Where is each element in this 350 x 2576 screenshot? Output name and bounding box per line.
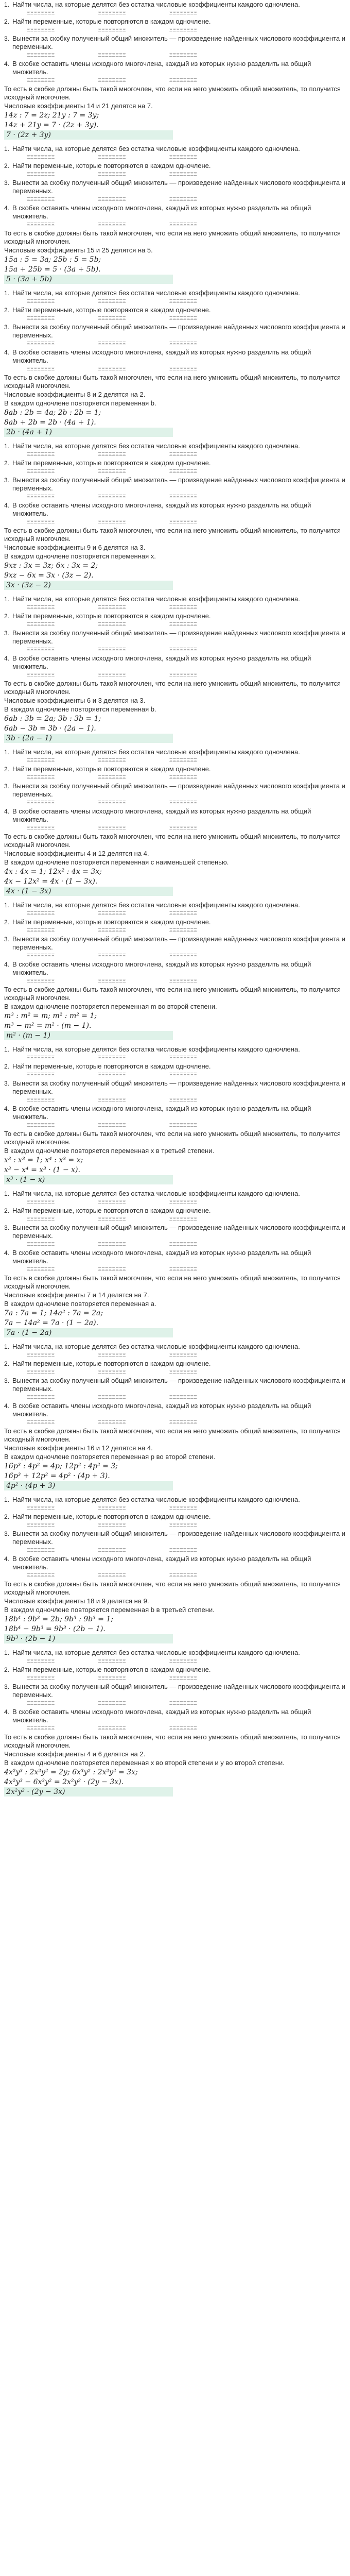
watermark-row: ΞΞΞΞΞΞΞΞ ΞΞΞΞΞΞΞΞ ΞΞΞΞΞΞΞΞ: [27, 1726, 198, 1732]
explanation-text: Числовые коэффициенты 9 и 6 делятся на 3.: [4, 544, 146, 551]
solution-block-9: [0, 1190, 350, 1342]
watermark-row: ΞΞΞΞΞΞΞΞ ΞΞΞΞΞΞΞΞ ΞΞΞΞΞΞΞΞ: [27, 1395, 198, 1400]
explanation-text: Числовые коэффициенты 6 и 3 делятся на 3.: [4, 697, 146, 704]
step-1: 1. Найти числа, на которые делятся без остатка числовые коэффициенты каждого одночлена.: [4, 1190, 347, 1198]
step-3: 3. Вынести за скобку полученный общий множитель — произведение найденных числового коэффициента и переменных.: [4, 782, 347, 799]
step-2: 2. Найти переменные, которые повторяются в каждом одночлене.: [4, 1666, 347, 1674]
explanation-text: То есть в скобке должны быть такой многочлен, что если на него умножить общий множитель, то получится исходный многочлен.: [4, 85, 341, 101]
watermark-row: ΞΞΞΞΞΞΞΞ ΞΞΞΞΞΞΞΞ ΞΞΞΞΞΞΞΞ: [27, 1701, 198, 1706]
explanation-text: То есть в скобке должны быть такой многочлен, что если на него умножить общий множитель, то получится исходный многочлен.: [4, 229, 341, 245]
step-2: 2. Найти переменные, которые повторяются в каждом одночлене.: [4, 306, 347, 314]
solution-block-8: [0, 1045, 350, 1189]
watermark-row: ΞΞΞΞΞΞΞΞ ΞΞΞΞΞΞΞΞ ΞΞΞΞΞΞΞΞ: [27, 366, 198, 372]
step-text: Вынести за скобку полученный общий множитель — произведение найденных числового коэффициента и переменных.: [12, 629, 345, 645]
watermark-row: ΞΞΞΞΞΞΞΞ ΞΞΞΞΞΞΞΞ ΞΞΞΞΞΞΞΞ: [27, 825, 198, 831]
explanation-text: В каждом одночлене повторяется переменная b.: [4, 399, 156, 407]
step-text: Найти числа, на которые делятся без остатка числовые коэффициенты каждого одночлена.: [12, 1343, 300, 1350]
step-text: Найти переменные, которые повторяются в каждом одночлене.: [12, 1513, 211, 1520]
solution-block-10: [0, 1343, 350, 1495]
watermark-row: ΞΞΞΞΞΞΞΞ ΞΞΞΞΞΞΞΞ ΞΞΞΞΞΞΞΞ: [27, 316, 198, 321]
watermark-row: ΞΞΞΞΞΞΞΞ ΞΞΞΞΞΞΞΞ ΞΞΞΞΞΞΞΞ: [27, 647, 198, 653]
step-4: 4. В скобке оставить члены исходного многочлена, каждый из которых нужно разделить на общий множитель.: [4, 60, 347, 76]
solution-block-12: [0, 1649, 350, 1801]
math-expression: 7a − 14a² = 7a · (1 − 2a).: [4, 1319, 99, 1327]
watermark-row: ΞΞΞΞΞΞΞΞ ΞΞΞΞΞΞΞΞ ΞΞΞΞΞΞΞΞ: [27, 1267, 198, 1273]
watermark-row: ΞΞΞΞΞΞΞΞ ΞΞΞΞΞΞΞΞ ΞΞΞΞΞΞΞΞ: [27, 622, 198, 628]
step-2: 2. Найти переменные, которые повторяются в каждом одночлене.: [4, 1062, 347, 1071]
step-text: В скобке оставить члены исходного многочлена, каждый из которых нужно разделить на общий множитель.: [12, 204, 311, 220]
watermark-row: ΞΞΞΞΞΞΞΞ ΞΞΞΞΞΞΞΞ ΞΞΞΞΞΞΞΞ: [27, 53, 198, 58]
math-expression: 4x²y³ : 2x²y² = 2y; 6x³y² : 2x²y² = 3x;: [4, 1768, 138, 1776]
step-3: 3. Вынести за скобку полученный общий множитель — произведение найденных числового коэффициента и переменных.: [4, 35, 347, 51]
step-1: 1. Найти числа, на которые делятся без остатка числовые коэффициенты каждого одночлена.: [4, 1496, 347, 1504]
step-3: 3. Вынести за скобку полученный общий множитель — произведение найденных числового коэффициента и переменных.: [4, 179, 347, 195]
step-text: Найти числа, на которые делятся без остатка числовые коэффициенты каждого одночлена.: [12, 442, 300, 450]
math-expression: 8ab : 2b = 4a; 2b : 2b = 1;: [4, 409, 101, 417]
step-2: 2. Найти переменные, которые повторяются в каждом одночлене.: [4, 765, 347, 773]
step-text: Вынести за скобку полученный общий множитель — произведение найденных числового коэффициента и переменных.: [12, 179, 345, 195]
explanation-text: В каждом одночлене повторяется переменная x.: [4, 552, 156, 560]
math-expression: 8ab + 2b = 2b · (4a + 1).: [4, 418, 96, 427]
solution-block-11: [0, 1496, 350, 1648]
answer-highlight: m² · (m − 1): [4, 1031, 173, 1040]
explanation-text: То есть в скобке должны быть такой многочлен, что если на него умножить общий множитель, то получится исходный многочлен.: [4, 1580, 341, 1596]
step-4: 4. В скобке оставить члены исходного многочлена, каждый из которых нужно разделить на общий множитель.: [4, 1105, 347, 1121]
explanation-text: В каждом одночлене повторяется переменная a.: [4, 1300, 156, 1308]
math-expression: 7a : 7a = 1; 14a² : 7a = 2a;: [4, 1309, 103, 1317]
solution-block-7: [0, 901, 350, 1045]
explanation-text: Числовые коэффициенты 16 и 12 делятся на 4.: [4, 1444, 153, 1452]
explanation-text: То есть в скобке должны быть такой многочлен, что если на него умножить общий множитель, то получится исходный многочлен.: [4, 374, 341, 389]
step-1: 1. Найти числа, на которые делятся без остатка числовые коэффициенты каждого одночлена.: [4, 1343, 347, 1351]
step-4: 4. В скобке оставить члены исходного многочлена, каждый из которых нужно разделить на общий множитель.: [4, 960, 347, 977]
step-text: Найти числа, на которые делятся без остатка числовые коэффициенты каждого одночлена.: [12, 1649, 300, 1656]
watermark-row: ΞΞΞΞΞΞΞΞ ΞΞΞΞΞΞΞΞ ΞΞΞΞΞΞΞΞ: [27, 1573, 198, 1579]
watermark-row: ΞΞΞΞΞΞΞΞ ΞΞΞΞΞΞΞΞ ΞΞΞΞΞΞΞΞ: [27, 452, 198, 457]
math-expression: 16p³ : 4p² = 4p; 12p² : 4p² = 3;: [4, 1462, 118, 1470]
math-expression: m³ : m² = m; m² : m² = 1;: [4, 1012, 97, 1020]
answer-highlight: 4x · (1 − 3x): [4, 887, 173, 896]
watermark-row: ΞΞΞΞΞΞΞΞ ΞΞΞΞΞΞΞΞ ΞΞΞΞΞΞΞΞ: [27, 1055, 198, 1061]
step-4: 4. В скобке оставить члены исходного многочлена, каждый из которых нужно разделить на общий множитель.: [4, 501, 347, 518]
step-text: Вынести за скобку полученный общий множитель — произведение найденных числового коэффициента и переменных.: [12, 782, 345, 798]
answer-highlight: 7 · (2z + 3y): [4, 130, 173, 140]
explanation-text: То есть в скобке должны быть такой многочлен, что если на него умножить общий множитель, то получится исходный многочлен.: [4, 1427, 341, 1443]
step-text: Найти переменные, которые повторяются в каждом одночлене.: [12, 1207, 211, 1214]
step-2: 2. Найти переменные, которые повторяются в каждом одночлене.: [4, 918, 347, 926]
step-text: Вынести за скобку полученный общий множитель — произведение найденных числового коэффициента и переменных.: [12, 323, 345, 339]
step-text: Вынести за скобку полученный общий множитель — произведение найденных числового коэффициента и переменных.: [12, 1683, 345, 1699]
math-expression: 4x − 12x² = 4x · (1 − 3x).: [4, 877, 98, 886]
explanation-text: То есть в скобке должны быть такой многочлен, что если на него умножить общий множитель, то получится исходный многочлен.: [4, 527, 341, 543]
watermark-row: ΞΞΞΞΞΞΞΞ ΞΞΞΞΞΞΞΞ ΞΞΞΞΞΞΞΞ: [27, 27, 198, 33]
step-text: Найти числа, на которые делятся без остатка числовые коэффициенты каждого одночлена.: [12, 1045, 300, 1053]
step-text: Вынести за скобку полученный общий множитель — произведение найденных числового коэффициента и переменных.: [12, 35, 345, 50]
step-text: Найти переменные, которые повторяются в каждом одночлене.: [12, 1062, 211, 1070]
watermark-row: ΞΞΞΞΞΞΞΞ ΞΞΞΞΞΞΞΞ ΞΞΞΞΞΞΞΞ: [27, 1352, 198, 1358]
watermark-row: ΞΞΞΞΞΞΞΞ ΞΞΞΞΞΞΞΞ ΞΞΞΞΞΞΞΞ: [27, 341, 198, 347]
step-text: В скобке оставить члены исходного многочлена, каждый из которых нужно разделить на общий множитель.: [12, 1249, 311, 1265]
watermark-row: ΞΞΞΞΞΞΞΞ ΞΞΞΞΞΞΞΞ ΞΞΞΞΞΞΞΞ: [27, 494, 198, 500]
step-3: 3. Вынести за скобку полученный общий множитель — произведение найденных числового коэффициента и переменных.: [4, 1683, 347, 1699]
watermark-row: ΞΞΞΞΞΞΞΞ ΞΞΞΞΞΞΞΞ ΞΞΞΞΞΞΞΞ: [27, 222, 198, 228]
watermark-row: ΞΞΞΞΞΞΞΞ ΞΞΞΞΞΞΞΞ ΞΞΞΞΞΞΞΞ: [27, 519, 198, 525]
explanation-text: В каждом одночлене повторяется переменная x во второй степени и y во второй степени.: [4, 1759, 285, 1767]
step-text: Найти числа, на которые делятся без остатка числовые коэффициенты каждого одночлена.: [12, 145, 300, 152]
explanation-text: В каждом одночлене повторяется переменная x в третьей степени.: [4, 1147, 215, 1155]
step-1: 1. Найти числа, на которые делятся без остатка числовые коэффициенты каждого одночлена.: [4, 748, 347, 756]
step-2: 2. Найти переменные, которые повторяются в каждом одночлене.: [4, 612, 347, 620]
step-text: Найти числа, на которые делятся без остатка числовые коэффициенты каждого одночлена.: [12, 901, 300, 909]
step-1: 1. Найти числа, на которые делятся без остатка числовые коэффициенты каждого одночлена.: [4, 145, 347, 153]
step-text: Найти переменные, которые повторяются в каждом одночлене.: [12, 459, 211, 467]
math-expression: 14z + 21y = 7 · (2z + 3y).: [4, 121, 99, 129]
explanation-text: То есть в скобке должны быть такой многочлен, что если на него умножить общий множитель, то получится исходный многочлен.: [4, 1733, 341, 1749]
step-text: В скобке оставить члены исходного многочлена, каждый из которых нужно разделить на общий множитель.: [12, 1708, 311, 1724]
math-expression: 14z : 7 = 2z; 21y : 7 = 3y;: [4, 111, 99, 120]
explanation-text: Числовые коэффициенты 4 и 6 делятся на 2.: [4, 1750, 146, 1758]
step-4: 4. В скобке оставить члены исходного многочлена, каждый из которых нужно разделить на общий множитель.: [4, 807, 347, 824]
step-text: Найти переменные, которые повторяются в каждом одночлене.: [12, 306, 211, 314]
step-text: Найти переменные, которые повторяются в каждом одночлене.: [12, 1360, 211, 1367]
answer-highlight: 3b · (2a − 1): [4, 734, 173, 743]
step-3: 3. Вынести за скобку полученный общий множитель — произведение найденных числового коэффициента и переменных.: [4, 1377, 347, 1393]
math-expression: 9xz : 3x = 3z; 6x : 3x = 2;: [4, 562, 98, 570]
explanation-text: В каждом одночлене повторяется переменная m во второй степени.: [4, 1003, 217, 1010]
explanation-text: То есть в скобке должны быть такой многочлен, что если на него умножить общий множитель, то получится исходный многочлен.: [4, 1274, 341, 1290]
step-text: В скобке оставить члены исходного многочлена, каждый из которых нужно разделить на общий множитель.: [12, 1402, 311, 1418]
answer-highlight: 7a · (1 − 2a): [4, 1328, 173, 1337]
step-2: 2. Найти переменные, которые повторяются в каждом одночлене.: [4, 1207, 347, 1215]
watermark-row: ΞΞΞΞΞΞΞΞ ΞΞΞΞΞΞΞΞ ΞΞΞΞΞΞΞΞ: [27, 1242, 198, 1247]
step-4: 4. В скобке оставить члены исходного многочлена, каждый из которых нужно разделить на общий множитель.: [4, 348, 347, 365]
watermark-row: ΞΞΞΞΞΞΞΞ ΞΞΞΞΞΞΞΞ ΞΞΞΞΞΞΞΞ: [27, 1522, 198, 1528]
watermark-row: ΞΞΞΞΞΞΞΞ ΞΞΞΞΞΞΞΞ ΞΞΞΞΞΞΞΞ: [27, 800, 198, 806]
step-text: Найти числа, на которые делятся без остатка числовые коэффициенты каждого одночлена.: [12, 1190, 300, 1197]
step-4: 4. В скобке оставить члены исходного многочлена, каждый из которых нужно разделить на общий множитель.: [4, 654, 347, 671]
watermark-row: ΞΞΞΞΞΞΞΞ ΞΞΞΞΞΞΞΞ ΞΞΞΞΞΞΞΞ: [27, 1072, 198, 1078]
answer-highlight: 9b³ · (2b − 1): [4, 1634, 173, 1643]
math-expression: x³ − x⁴ = x³ · (1 − x).: [4, 1166, 80, 1174]
step-1: 1. Найти числа, на которые делятся без остатка числовые коэффициенты каждого одночлена.: [4, 1649, 347, 1657]
step-text: Найти числа, на которые делятся без остатка числовые коэффициенты каждого одночлена.: [12, 595, 300, 603]
step-text: В скобке оставить члены исходного многочлена, каждый из которых нужно разделить на общий множитель.: [12, 1105, 311, 1121]
watermark-row: ΞΞΞΞΞΞΞΞ ΞΞΞΞΞΞΞΞ ΞΞΞΞΞΞΞΞ: [27, 1369, 198, 1375]
watermark-row: ΞΞΞΞΞΞΞΞ ΞΞΞΞΞΞΞΞ ΞΞΞΞΞΞΞΞ: [27, 1420, 198, 1426]
step-3: 3. Вынести за скобку полученный общий множитель — произведение найденных числового коэффициента и переменных.: [4, 476, 347, 493]
watermark-row: ΞΞΞΞΞΞΞΞ ΞΞΞΞΞΞΞΞ ΞΞΞΞΞΞΞΞ: [27, 1123, 198, 1128]
step-text: Найти переменные, которые повторяются в каждом одночлене.: [12, 765, 211, 773]
step-text: Найти числа, на которые делятся без остатка числовые коэффициенты каждого одночлена.: [12, 289, 300, 297]
step-3: 3. Вынести за скобку полученный общий множитель — произведение найденных числового коэффициента и переменных.: [4, 1530, 347, 1546]
step-text: В скобке оставить члены исходного многочлена, каждый из которых нужно разделить на общий множитель.: [12, 1555, 311, 1571]
watermark-row: ΞΞΞΞΞΞΞΞ ΞΞΞΞΞΞΞΞ ΞΞΞΞΞΞΞΞ: [27, 775, 198, 781]
answer-highlight: 3x · (3z − 2): [4, 581, 173, 590]
step-2: 2. Найти переменные, которые повторяются в каждом одночлене.: [4, 459, 347, 467]
math-expression: m³ − m² = m² · (m − 1).: [4, 1022, 92, 1030]
explanation-text: Числовые коэффициенты 14 и 21 делятся на 7.: [4, 102, 153, 110]
watermark-row: ΞΞΞΞΞΞΞΞ ΞΞΞΞΞΞΞΞ ΞΞΞΞΞΞΞΞ: [27, 911, 198, 917]
explanation-text: Числовые коэффициенты 4 и 12 делятся на 4.: [4, 850, 149, 857]
answer-highlight: 2b · (4a + 1): [4, 428, 173, 437]
step-4: 4. В скобке оставить члены исходного многочлена, каждый из которых нужно разделить на общий множитель.: [4, 1249, 347, 1265]
watermark-row: ΞΞΞΞΞΞΞΞ ΞΞΞΞΞΞΞΞ ΞΞΞΞΞΞΞΞ: [27, 1675, 198, 1681]
watermark-row: ΞΞΞΞΞΞΞΞ ΞΞΞΞΞΞΞΞ ΞΞΞΞΞΞΞΞ: [27, 469, 198, 474]
step-4: 4. В скобке оставить члены исходного многочлена, каждый из которых нужно разделить на общий множитель.: [4, 204, 347, 221]
step-text: Вынести за скобку полученный общий множитель — произведение найденных числового коэффициента и переменных.: [12, 1377, 345, 1393]
step-4: 4. В скобке оставить члены исходного многочлена, каждый из которых нужно разделить на общий множитель.: [4, 1555, 347, 1571]
watermark-row: ΞΞΞΞΞΞΞΞ ΞΞΞΞΞΞΞΞ ΞΞΞΞΞΞΞΞ: [27, 1505, 198, 1511]
step-text: В скобке оставить члены исходного многочлена, каждый из которых нужно разделить на общий множитель.: [12, 807, 311, 823]
step-text: Вынести за скобку полученный общий множитель — произведение найденных числового коэффициента и переменных.: [12, 935, 345, 951]
step-text: Найти переменные, которые повторяются в каждом одночлене.: [12, 612, 211, 620]
step-text: В скобке оставить члены исходного многочлена, каждый из которых нужно разделить на общий множитель.: [12, 60, 311, 76]
math-expression: 18b⁴ : 9b³ = 2b; 9b³ : 9b³ = 1;: [4, 1615, 113, 1623]
step-text: Вынести за скобку полученный общий множитель — произведение найденных числового коэффициента и переменных.: [12, 1079, 345, 1095]
answer-highlight: 5 · (3a + 5b): [4, 275, 173, 284]
step-text: Вынести за скобку полученный общий множитель — произведение найденных числового коэффициента и переменных.: [12, 1224, 345, 1240]
step-1: 1. Найти числа, на которые делятся без остатка числовые коэффициенты каждого одночлена.: [4, 442, 347, 450]
explanation-text: То есть в скобке должны быть такой многочлен, что если на него умножить общий множитель, то получится исходный многочлен.: [4, 680, 341, 696]
step-4: 4. В скобке оставить члены исходного многочлена, каждый из которых нужно разделить на общий множитель.: [4, 1402, 347, 1418]
explanation-text: В каждом одночлене повторяется переменная с наименьшей степенью.: [4, 858, 229, 866]
watermark-row: ΞΞΞΞΞΞΞΞ ΞΞΞΞΞΞΞΞ ΞΞΞΞΞΞΞΞ: [27, 10, 198, 16]
watermark-row: ΞΞΞΞΞΞΞΞ ΞΞΞΞΞΞΞΞ ΞΞΞΞΞΞΞΞ: [27, 953, 198, 959]
math-expression: 15a : 5 = 3a; 25b : 5 = 5b;: [4, 256, 101, 264]
explanation-text: Числовые коэффициенты 8 и 2 делятся на 2.: [4, 391, 146, 398]
math-expression: 15a + 25b = 5 · (3a + 5b).: [4, 265, 101, 274]
step-text: Вынести за скобку полученный общий множитель — произведение найденных числового коэффициента и переменных.: [12, 476, 345, 492]
explanation-text: В каждом одночлене повторяется переменная p во второй степени.: [4, 1453, 216, 1461]
explanation-text: То есть в скобке должны быть такой многочлен, что если на него умножить общий множитель, то получится исходный многочлен.: [4, 833, 341, 849]
watermark-row: ΞΞΞΞΞΞΞΞ ΞΞΞΞΞΞΞΞ ΞΞΞΞΞΞΞΞ: [27, 1548, 198, 1553]
watermark-row: ΞΞΞΞΞΞΞΞ ΞΞΞΞΞΞΞΞ ΞΞΞΞΞΞΞΞ: [27, 155, 198, 160]
step-text: Найти переменные, которые повторяются в каждом одночлене.: [12, 18, 211, 25]
math-expression: 6ab − 3b = 3b · (2a − 1).: [4, 724, 96, 733]
step-text: В скобке оставить члены исходного многочлена, каждый из которых нужно разделить на общий множитель.: [12, 501, 311, 517]
math-expression: 4x : 4x = 1; 12x² : 4x = 3x;: [4, 868, 102, 876]
explanation-text: То есть в скобке должны быть такой многочлен, что если на него умножить общий множитель, то получится исходный многочлен.: [4, 1130, 341, 1146]
watermark-row: ΞΞΞΞΞΞΞΞ ΞΞΞΞΞΞΞΞ ΞΞΞΞΞΞΞΞ: [27, 1216, 198, 1222]
solution-block-3: [0, 289, 350, 442]
watermark-row: ΞΞΞΞΞΞΞΞ ΞΞΞΞΞΞΞΞ ΞΞΞΞΞΞΞΞ: [27, 605, 198, 611]
step-4: 4. В скобке оставить члены исходного многочлена, каждый из которых нужно разделить на общий множитель.: [4, 1708, 347, 1724]
step-text: Найти переменные, которые повторяются в каждом одночлене.: [12, 162, 211, 170]
watermark-row: ΞΞΞΞΞΞΞΞ ΞΞΞΞΞΞΞΞ ΞΞΞΞΞΞΞΞ: [27, 672, 198, 678]
step-1: 1. Найти числа, на которые делятся без остатка числовые коэффициенты каждого одночлена.: [4, 1045, 347, 1054]
step-1: 1. Найти числа, на которые делятся без остатка числовые коэффициенты каждого одночлена.: [4, 595, 347, 603]
step-1: 1. Найти числа, на которые делятся без остатка числовые коэффициенты каждого одночлена.: [4, 901, 347, 909]
watermark-row: ΞΞΞΞΞΞΞΞ ΞΞΞΞΞΞΞΞ ΞΞΞΞΞΞΞΞ: [27, 78, 198, 83]
step-3: 3. Вынести за скобку полученный общий множитель — произведение найденных числового коэффициента и переменных.: [4, 1224, 347, 1240]
step-text: Вынести за скобку полученный общий множитель — произведение найденных числового коэффициента и переменных.: [12, 1530, 345, 1546]
solution-block-5: [0, 595, 350, 748]
math-expression: 4x²y³ − 6x³y² = 2x²y² · (2y − 3x).: [4, 1778, 124, 1786]
watermark-row: ΞΞΞΞΞΞΞΞ ΞΞΞΞΞΞΞΞ ΞΞΞΞΞΞΞΞ: [27, 172, 198, 177]
step-text: Найти числа, на которые делятся без остатка числовые коэффициенты каждого одночлена.: [12, 748, 300, 756]
math-expression: 6ab : 3b = 2a; 3b : 3b = 1;: [4, 715, 101, 723]
answer-highlight: x³ · (1 − x): [4, 1175, 173, 1184]
solution-block-1: [0, 1, 350, 144]
explanation-text: То есть в скобке должны быть такой многочлен, что если на него умножить общий множитель, то получится исходный многочлен.: [4, 986, 341, 1002]
watermark-row: ΞΞΞΞΞΞΞΞ ΞΞΞΞΞΞΞΞ ΞΞΞΞΞΞΞΞ: [27, 978, 198, 984]
answer-highlight: 4p² · (4p + 3): [4, 1481, 173, 1490]
watermark-row: ΞΞΞΞΞΞΞΞ ΞΞΞΞΞΞΞΞ ΞΞΞΞΞΞΞΞ: [27, 299, 198, 304]
step-text: В скобке оставить члены исходного многочлена, каждый из которых нужно разделить на общий множитель.: [12, 348, 311, 364]
step-2: 2. Найти переменные, которые повторяются в каждом одночлене.: [4, 1513, 347, 1521]
watermark-row: ΞΞΞΞΞΞΞΞ ΞΞΞΞΞΞΞΞ ΞΞΞΞΞΞΞΞ: [27, 197, 198, 202]
watermark-row: ΞΞΞΞΞΞΞΞ ΞΞΞΞΞΞΞΞ ΞΞΞΞΞΞΞΞ: [27, 1097, 198, 1103]
explanation-text: Числовые коэффициенты 18 и 9 делятся на 9.: [4, 1597, 149, 1605]
solution-block-6: [0, 748, 350, 901]
step-3: 3. Вынести за скобку полученный общий множитель — произведение найденных числового коэффициента и переменных.: [4, 323, 347, 340]
step-text: Найти числа, на которые делятся без остатка числовые коэффициенты каждого одночлена.: [12, 1, 300, 8]
math-expression: 16p³ + 12p² = 4p² · (4p + 3).: [4, 1472, 110, 1480]
step-3: 3. Вынести за скобку полученный общий множитель — произведение найденных числового коэффициента и переменных.: [4, 935, 347, 952]
watermark-row: ΞΞΞΞΞΞΞΞ ΞΞΞΞΞΞΞΞ ΞΞΞΞΞΞΞΞ: [27, 1199, 198, 1205]
watermark-row: ΞΞΞΞΞΞΞΞ ΞΞΞΞΞΞΞΞ ΞΞΞΞΞΞΞΞ: [27, 1658, 198, 1664]
solution-block-2: [0, 145, 350, 289]
step-text: Найти числа, на которые делятся без остатка числовые коэффициенты каждого одночлена.: [12, 1496, 300, 1503]
step-1: 1. Найти числа, на которые делятся без остатка числовые коэффициенты каждого одночлена.: [4, 289, 347, 297]
step-1: 1. Найти числа, на которые делятся без остатка числовые коэффициенты каждого одночлена.: [4, 1, 347, 9]
watermark-row: ΞΞΞΞΞΞΞΞ ΞΞΞΞΞΞΞΞ ΞΞΞΞΞΞΞΞ: [27, 758, 198, 764]
math-expression: 18b⁴ − 9b³ = 9b³ · (2b − 1).: [4, 1625, 106, 1633]
step-2: 2. Найти переменные, которые повторяются в каждом одночлене.: [4, 1360, 347, 1368]
solution-block-4: [0, 442, 350, 595]
explanation-text: В каждом одночлене повторяется переменная b в третьей степени.: [4, 1606, 215, 1614]
step-text: В скобке оставить члены исходного многочлена, каждый из которых нужно разделить на общий множитель.: [12, 960, 311, 976]
explanation-text: Числовые коэффициенты 7 и 14 делятся на 7.: [4, 1291, 149, 1299]
step-3: 3. Вынести за скобку полученный общий множитель — произведение найденных числового коэффициента и переменных.: [4, 1079, 347, 1096]
watermark-row: ΞΞΞΞΞΞΞΞ ΞΞΞΞΞΞΞΞ ΞΞΞΞΞΞΞΞ: [27, 928, 198, 934]
step-2: 2. Найти переменные, которые повторяются в каждом одночлене.: [4, 18, 347, 26]
step-3: 3. Вынести за скобку полученный общий множитель — произведение найденных числового коэффициента и переменных.: [4, 629, 347, 646]
step-text: В скобке оставить члены исходного многочлена, каждый из которых нужно разделить на общий множитель.: [12, 654, 311, 670]
math-expression: 9xz − 6x = 3x · (3z − 2).: [4, 571, 94, 580]
explanation-text: В каждом одночлене повторяется переменная b.: [4, 705, 156, 713]
step-text: Найти переменные, которые повторяются в каждом одночлене.: [12, 1666, 211, 1673]
step-text: Найти переменные, которые повторяются в каждом одночлене.: [12, 918, 211, 926]
explanation-text: Числовые коэффициенты 15 и 25 делятся на 5.: [4, 246, 153, 254]
answer-highlight: 2x²y² · (2y − 3x): [4, 1787, 173, 1797]
step-2: 2. Найти переменные, которые повторяются в каждом одночлене.: [4, 162, 347, 170]
math-expression: x³ : x³ = 1; x⁴ : x³ = x;: [4, 1156, 83, 1164]
